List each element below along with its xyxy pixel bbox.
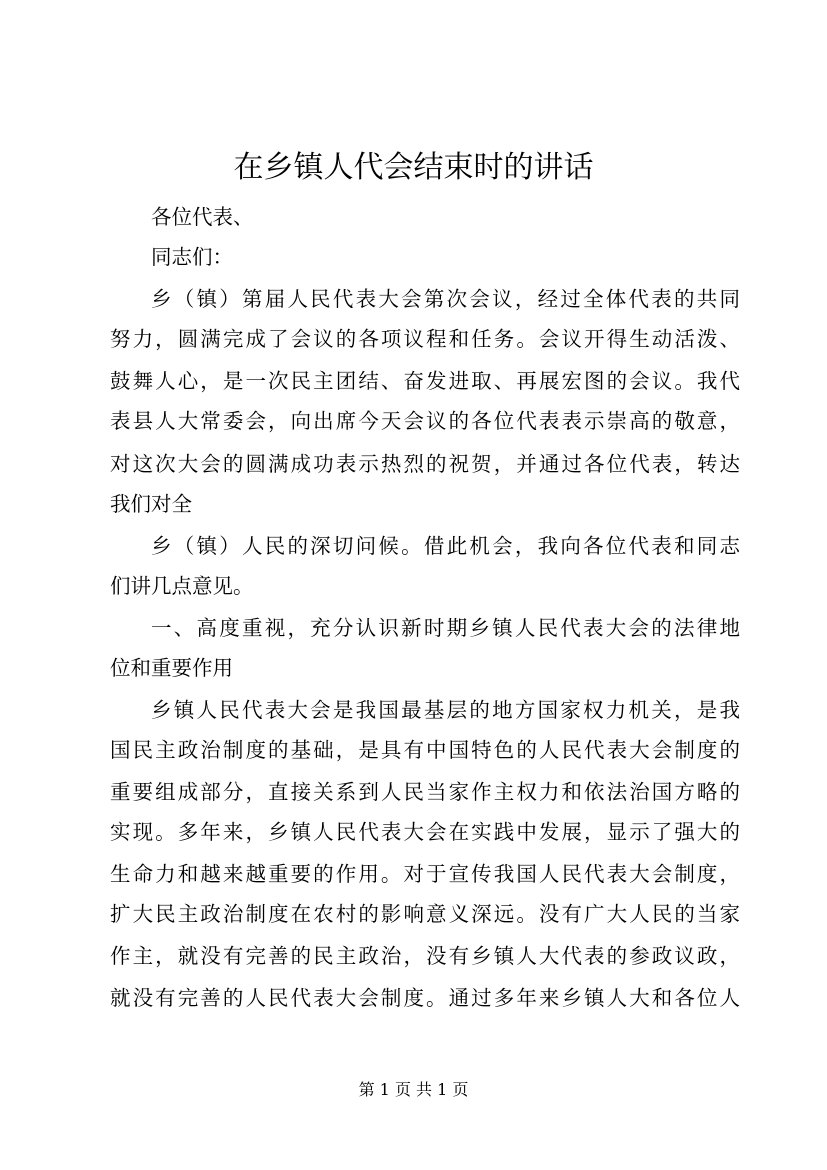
- paragraph-3-line-3: 重要组成部分，直接关系到人民当家作主权力和依法治国方略的: [110, 780, 740, 804]
- paragraph-3-line-2: 国民主政治制度的基础，是具有中国特色的人民代表大会制度的: [110, 738, 740, 762]
- paragraph-3-line-7: 作主，就没有完善的民主政治，没有乡镇人大代表的参政议政，: [110, 944, 740, 968]
- section-heading-line-2: 位和重要作用: [110, 656, 233, 680]
- page-number-footer: 第 1 页 共 1 页: [358, 1080, 469, 1099]
- paragraph-1-line-4: 表县人大常委会，向出席今天会议的各位代表表示崇高的敬意，: [110, 409, 740, 433]
- salutation-line-2: 同志们：: [151, 245, 233, 269]
- section-heading-line-1: 一、高度重视，充分认识新时期乡镇人民代表大会的法律地: [151, 616, 740, 640]
- paragraph-2-line-1: 乡（镇）人民的深切问候。借此机会，我向各位代表和同志: [151, 534, 740, 558]
- paragraph-3-line-1: 乡镇人民代表大会是我国最基层的地方国家权力机关，是我: [151, 698, 740, 722]
- paragraph-3-line-4: 实现。多年来，乡镇人民代表大会在实践中发展，显示了强大的: [110, 820, 740, 844]
- paragraph-2-line-2: 们讲几点意见。: [110, 574, 254, 598]
- paragraph-1-line-2: 努力，圆满完成了会议的各项议程和任务。会议开得生动活泼、: [110, 327, 740, 351]
- paragraph-3-line-8: 就没有完善的人民代表大会制度。通过多年来乡镇人大和各位人: [110, 986, 740, 1010]
- salutation-line-1: 各位代表、: [151, 205, 254, 229]
- paragraph-1-line-1: 乡（镇）第届人民代表大会第次会议，经过全体代表的共同: [151, 287, 740, 311]
- paragraph-1-line-6: 我们对全: [110, 492, 192, 516]
- paragraph-1-line-3: 鼓舞人心，是一次民主团结、奋发进取、再展宏图的会议。我代: [110, 369, 740, 393]
- paragraph-1-line-5: 对这次大会的圆满成功表示热烈的祝贺，并通过各位代表，转达: [110, 452, 740, 476]
- paragraph-3-line-6: 扩大民主政治制度在农村的影响意义深远。没有广大人民的当家: [110, 902, 740, 926]
- document-title: 在乡镇人代会结束时的讲话: [233, 150, 594, 185]
- paragraph-3-line-5: 生命力和越来越重要的作用。对于宣传我国人民代表大会制度，: [110, 862, 740, 886]
